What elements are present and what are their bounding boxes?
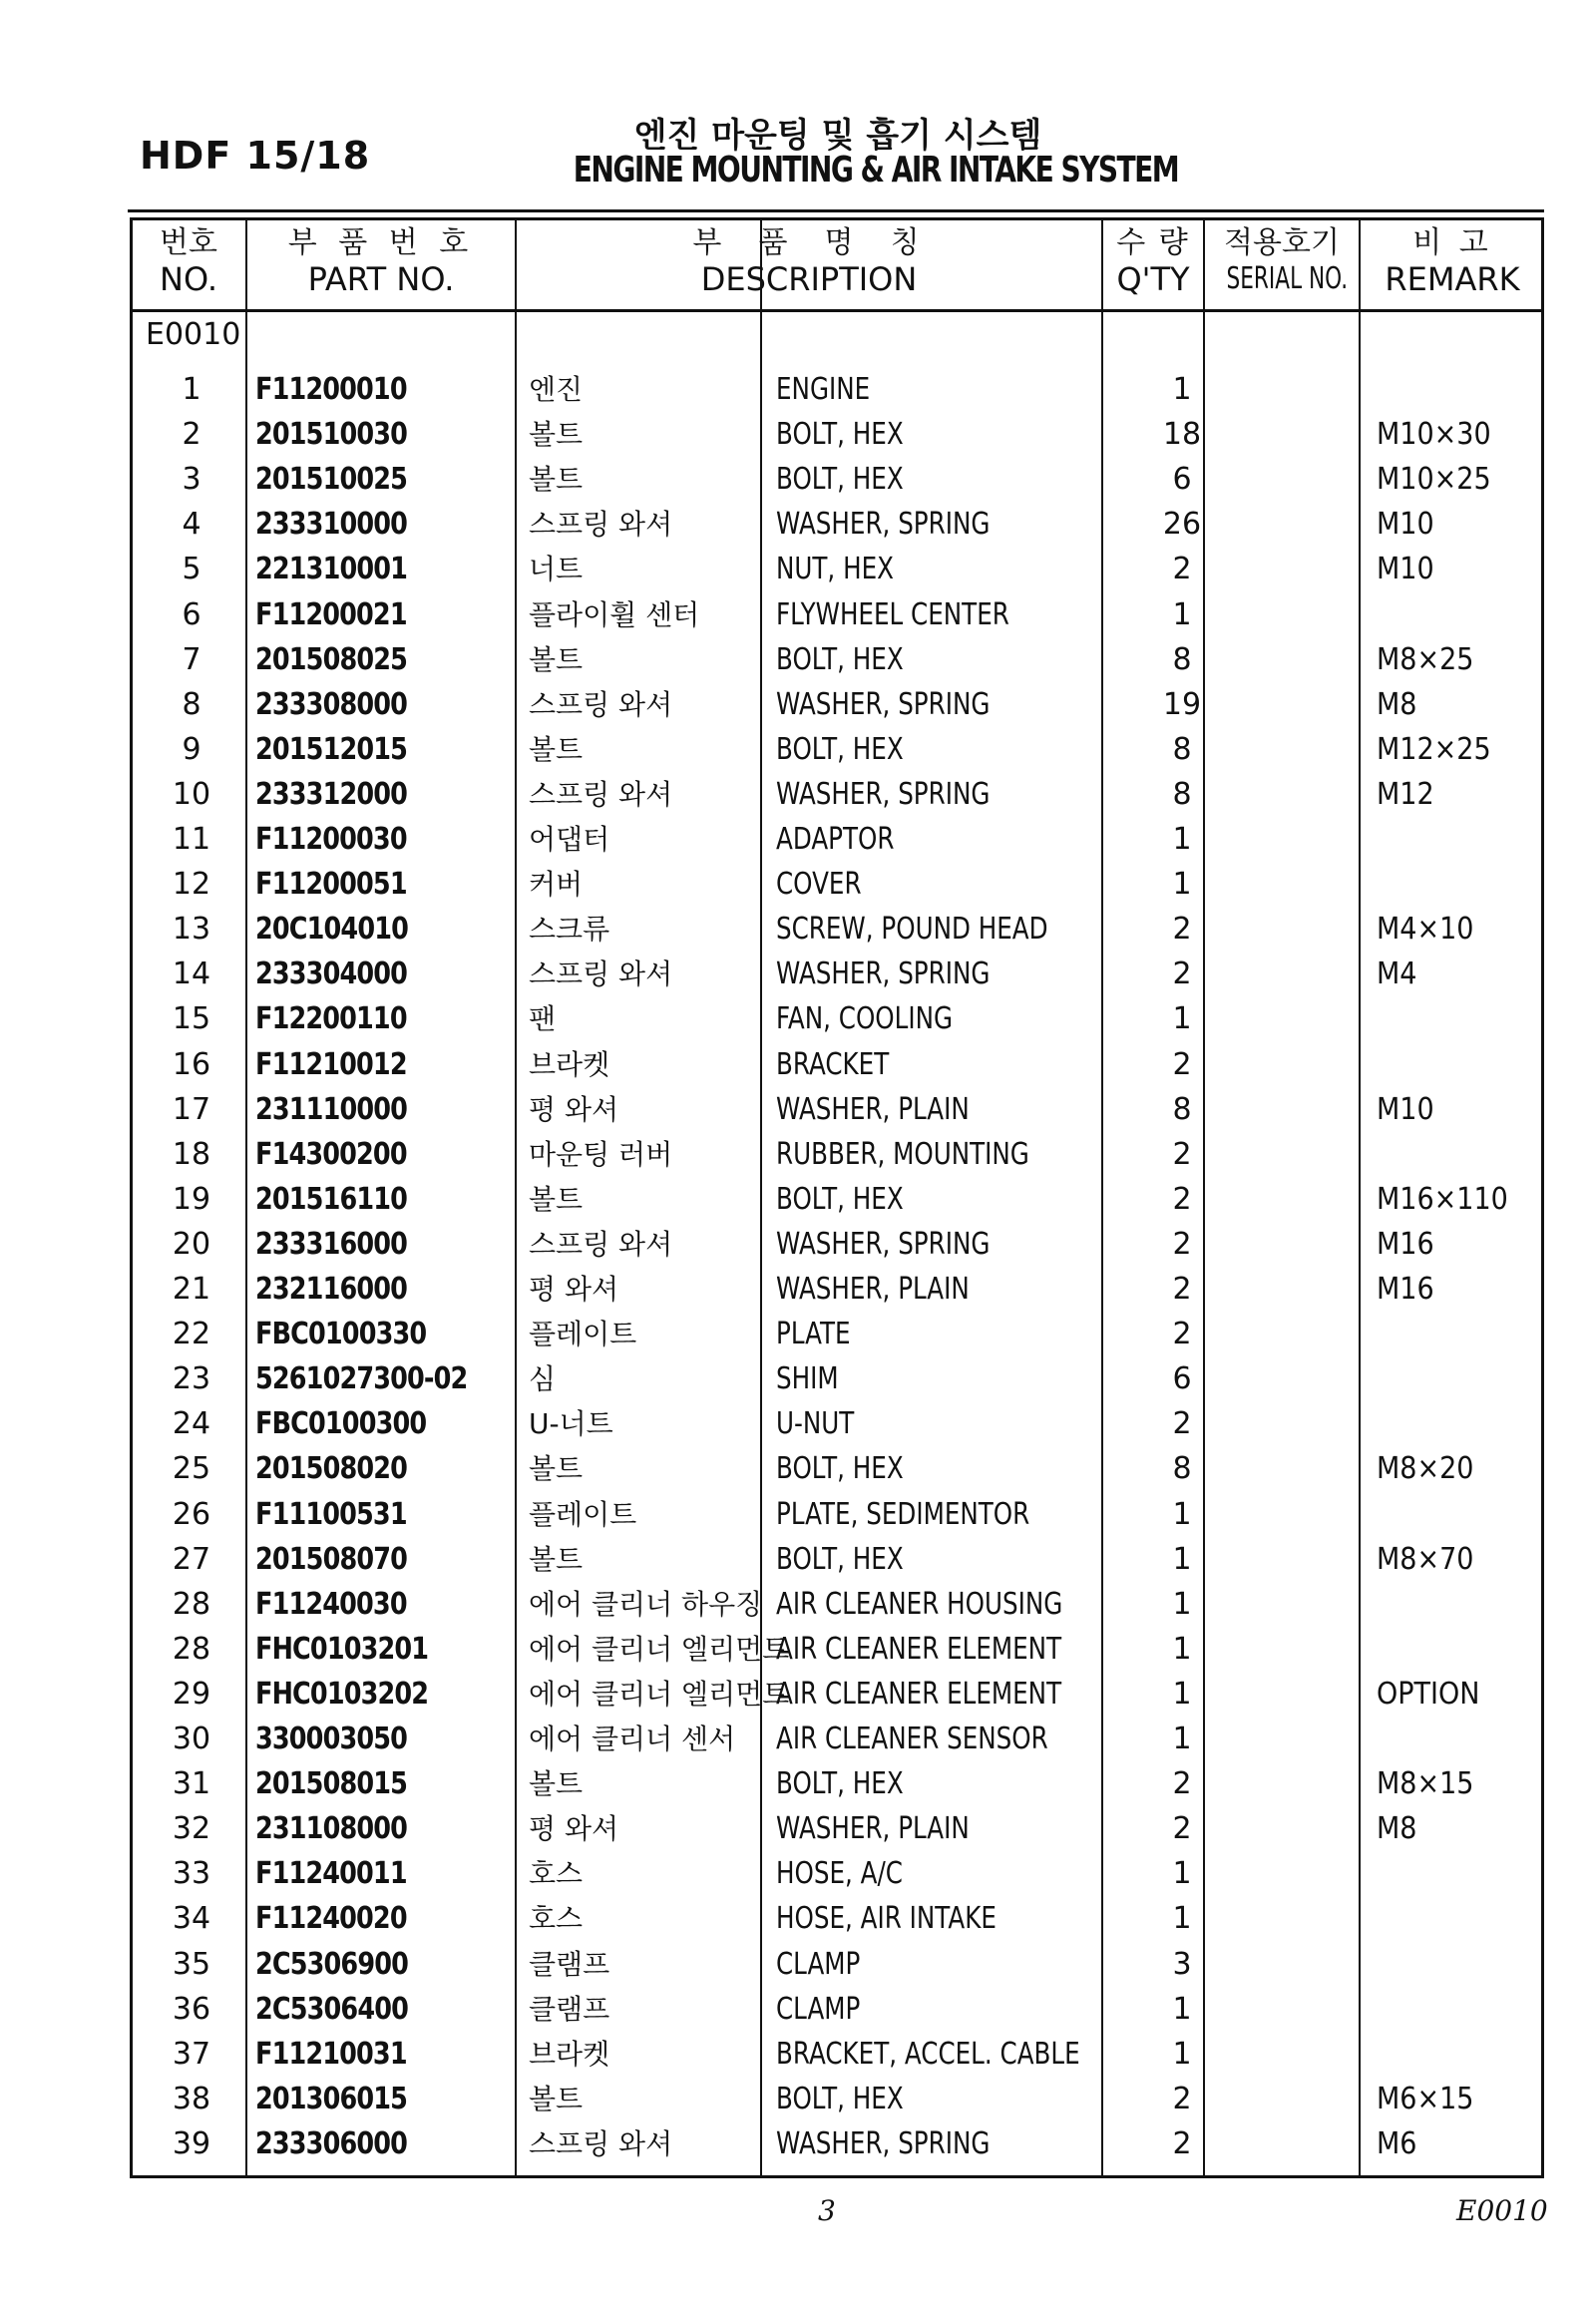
page-title-english: ENGINE MOUNTING & AIR INTAKE SYSTEM (573, 150, 1179, 191)
row-number: 19 (172, 1182, 211, 1217)
table-row (130, 1446, 1544, 1491)
table-row (130, 1087, 1544, 1132)
part-description: PLATE (776, 1317, 851, 1351)
part-number: FBC0100300 (255, 1406, 427, 1441)
part-quantity: 2 (1172, 912, 1192, 947)
part-remark: M10 (1377, 552, 1434, 586)
row-number: 33 (172, 1856, 211, 1891)
part-quantity: 6 (1172, 1361, 1192, 1396)
table-row (130, 502, 1544, 547)
table-row (130, 1806, 1544, 1851)
part-quantity: 2 (1172, 957, 1192, 991)
column-header-qty (1103, 219, 1203, 309)
part-remark: M10 (1377, 507, 1434, 542)
part-name-korean: 에어 클리너 센서 (529, 1723, 736, 1755)
row-number: 7 (182, 642, 201, 677)
part-name-korean: 팬 (529, 1002, 557, 1035)
part-name-korean: 플레이트 (529, 1318, 637, 1350)
part-description: HOSE, AIR INTAKE (776, 1901, 997, 1936)
part-quantity: 2 (1172, 1137, 1192, 1172)
part-name-korean: 커버 (529, 868, 584, 901)
part-description: WASHER, PLAIN (776, 1092, 970, 1127)
part-quantity: 1 (1172, 1856, 1192, 1891)
row-number: 5 (182, 552, 201, 586)
part-quantity: 2 (1172, 1182, 1192, 1217)
page-title-korean: 엔진 마운팅 및 흡기 시스템 (633, 116, 1042, 156)
part-name-korean: 스크류 (529, 913, 610, 946)
part-description: HOSE, A/C (776, 1856, 903, 1891)
part-quantity: 2 (1172, 2082, 1192, 2116)
part-name-korean: 평 와셔 (529, 1273, 619, 1306)
part-description: SHIM (776, 1361, 839, 1396)
part-number: F11200051 (255, 867, 407, 902)
part-description: BOLT, HEX (776, 1182, 904, 1217)
part-quantity: 8 (1172, 642, 1192, 677)
part-description: U-NUT (776, 1406, 855, 1441)
part-description: AIR CLEANER HOUSING (776, 1587, 1063, 1622)
part-quantity: 3 (1172, 1947, 1192, 1982)
part-name-korean: 에어 클리너 엘리먼트 (529, 1633, 790, 1666)
part-number: 2C5306400 (255, 1992, 409, 2027)
part-number: F11200010 (255, 372, 407, 407)
part-number: 201508025 (255, 642, 408, 677)
row-number: 14 (172, 957, 211, 991)
row-number: 29 (172, 1677, 211, 1712)
part-name-korean: 심 (529, 1362, 557, 1395)
model-name: HDF 15/18 (140, 134, 371, 178)
part-remark: M8×20 (1377, 1451, 1474, 1486)
part-description: ENGINE (776, 372, 871, 407)
part-name-korean: 볼트 (529, 1452, 584, 1485)
part-quantity: 8 (1172, 1451, 1192, 1486)
page-number: 3 (818, 2194, 836, 2227)
part-number: 5261027300-02 (255, 1361, 468, 1396)
part-remark: M10 (1377, 1092, 1434, 1127)
part-description: WASHER, PLAIN (776, 1811, 970, 1846)
column-header-remark-en: REMARK (1385, 260, 1520, 298)
part-description: BOLT, HEX (776, 732, 904, 767)
part-name-korean: 볼트 (529, 1543, 584, 1576)
part-remark: OPTION (1377, 1677, 1480, 1712)
table-row (130, 2077, 1544, 2121)
part-quantity: 1 (1172, 1901, 1192, 1936)
part-number: F11100531 (255, 1497, 407, 1532)
part-number: F11210012 (255, 1047, 407, 1082)
part-name-korean: 플라이휠 센터 (529, 598, 700, 631)
row-number: 22 (172, 1317, 211, 1351)
part-description: RUBBER, MOUNTING (776, 1137, 1029, 1172)
row-number: 2 (182, 417, 201, 452)
table-row (130, 1177, 1544, 1222)
part-description: BOLT, HEX (776, 2082, 904, 2116)
part-name-korean: 볼트 (529, 733, 584, 766)
column-header-qty-en: Q'TY (1116, 260, 1190, 298)
part-number: 201512015 (255, 732, 408, 767)
part-description: BOLT, HEX (776, 417, 904, 452)
row-number: 21 (172, 1272, 211, 1307)
header-row-divider (130, 309, 1544, 312)
column-header-description-kr: 부 품 명 칭 (692, 225, 926, 260)
part-number: F12200110 (255, 1001, 407, 1036)
part-quantity: 2 (1172, 1272, 1192, 1307)
part-name-korean: 스프링 와셔 (529, 2127, 673, 2160)
part-quantity: 2 (1172, 1317, 1192, 1351)
table-row (130, 682, 1544, 727)
part-description: SCREW, POUND HEAD (776, 912, 1048, 947)
part-number: F11240011 (255, 1856, 407, 1891)
table-row (130, 1042, 1544, 1087)
table-row (130, 1132, 1544, 1177)
part-remark: M16 (1377, 1227, 1434, 1262)
part-name-korean: 플레이트 (529, 1498, 637, 1531)
part-number: 201510025 (255, 462, 408, 497)
part-quantity: 19 (1162, 687, 1202, 722)
part-name-korean: 볼트 (529, 463, 584, 496)
part-name-korean: 브라켓 (529, 2038, 610, 2071)
row-number: 35 (172, 1947, 211, 1982)
table-row (130, 862, 1544, 907)
part-remark: M6 (1377, 2126, 1417, 2161)
part-number: 201510030 (255, 417, 408, 452)
part-name-korean: 에어 클리너 하우징 (529, 1588, 763, 1621)
part-description: AIR CLEANER ELEMENT (776, 1632, 1062, 1667)
part-description: AIR CLEANER ELEMENT (776, 1677, 1062, 1712)
part-number: F11240020 (255, 1901, 407, 1936)
table-row (130, 1356, 1544, 1401)
row-number: 38 (172, 2082, 211, 2116)
part-quantity: 1 (1172, 1542, 1192, 1577)
part-description: FAN, COOLING (776, 1001, 954, 1036)
part-name-korean: 스프링 와셔 (529, 508, 673, 541)
part-name-korean: 마운팅 러버 (529, 1138, 673, 1171)
part-name-korean: 평 와셔 (529, 1093, 619, 1126)
table-row (130, 1267, 1544, 1312)
row-number: 32 (172, 1811, 211, 1846)
column-header-part-en: PART NO. (307, 260, 455, 298)
part-quantity: 1 (1172, 1632, 1192, 1667)
part-name-korean: 볼트 (529, 643, 584, 676)
row-number: 18 (172, 1137, 211, 1172)
part-name-korean: 브라켓 (529, 1048, 610, 1081)
part-number: 201516110 (255, 1182, 408, 1217)
table-row (130, 547, 1544, 591)
part-name-korean: 스프링 와셔 (529, 1228, 673, 1261)
part-remark: M4×10 (1377, 912, 1474, 947)
table-row (130, 412, 1544, 457)
table-row (130, 1987, 1544, 2032)
part-name-korean: 엔진 (529, 373, 584, 406)
part-number: 201508020 (255, 1451, 408, 1486)
part-quantity: 1 (1172, 2037, 1192, 2072)
part-description: BOLT, HEX (776, 1542, 904, 1577)
part-remark: M10×30 (1377, 417, 1491, 452)
part-quantity: 1 (1172, 1587, 1192, 1622)
row-number: 37 (172, 2037, 211, 2072)
part-description: NUT, HEX (776, 552, 894, 586)
part-name-korean: 너트 (529, 553, 584, 585)
part-number: FHC0103202 (255, 1677, 429, 1712)
part-name-korean: 어댑터 (529, 823, 610, 856)
part-name-korean: 스프링 와셔 (529, 778, 673, 811)
row-number: 36 (172, 1992, 211, 2027)
part-remark: M10×25 (1377, 462, 1491, 497)
part-remark: M16 (1377, 1272, 1434, 1307)
row-number: 12 (172, 867, 211, 902)
table-row (130, 727, 1544, 772)
part-quantity: 8 (1172, 777, 1192, 812)
column-header-description (517, 219, 1101, 309)
table-row (130, 1717, 1544, 1761)
part-name-korean: 호스 (529, 1857, 584, 1890)
part-quantity: 6 (1172, 462, 1192, 497)
part-number: 221310001 (255, 552, 408, 586)
part-name-korean: 클램프 (529, 1948, 610, 1981)
part-quantity: 1 (1172, 1001, 1192, 1036)
table-row (130, 1537, 1544, 1582)
part-number: F11210031 (255, 2037, 407, 2072)
part-description: COVER (776, 867, 862, 902)
part-description: WASHER, SPRING (776, 687, 991, 722)
table-row (130, 1627, 1544, 1672)
part-description: BOLT, HEX (776, 462, 904, 497)
part-number: 330003050 (255, 1722, 408, 1756)
part-remark: M8×15 (1377, 1766, 1474, 1801)
table-row (130, 637, 1544, 682)
part-name-korean: 스프링 와셔 (529, 958, 673, 990)
part-name-korean: 에어 클리너 엘리먼트 (529, 1678, 790, 1711)
part-quantity: 18 (1162, 417, 1202, 452)
part-quantity: 2 (1172, 552, 1192, 586)
part-remark: M6×15 (1377, 2082, 1474, 2116)
part-quantity: 1 (1172, 1497, 1192, 1532)
part-remark: M8 (1377, 687, 1417, 722)
part-description: FLYWHEEL CENTER (776, 597, 1009, 632)
part-number: 233310000 (255, 507, 408, 542)
row-number: 11 (172, 822, 211, 857)
column-header-serial-kr: 적용호기 (1224, 225, 1340, 260)
part-quantity: 1 (1172, 822, 1192, 857)
row-number: 15 (172, 1001, 211, 1036)
table-row (130, 1222, 1544, 1267)
row-number: 13 (172, 912, 211, 947)
row-number: 24 (172, 1406, 211, 1441)
column-header-description-en: DESCRIPTION (700, 260, 918, 298)
part-name-korean: 호스 (529, 1902, 584, 1935)
column-header-no-en: NO. (160, 260, 217, 298)
part-name-korean: U-너트 (529, 1407, 613, 1440)
table-row (130, 1582, 1544, 1627)
column-header-remark-kr: 비 고 (1412, 225, 1492, 260)
part-number: FHC0103201 (255, 1632, 429, 1667)
part-quantity: 2 (1172, 1227, 1192, 1262)
table-row (130, 457, 1544, 502)
part-number: 233304000 (255, 957, 408, 991)
part-description: BRACKET (776, 1047, 890, 1082)
footer-code: E0010 (1456, 2194, 1548, 2227)
part-description: WASHER, SPRING (776, 2126, 991, 2161)
part-number: 233306000 (255, 2126, 408, 2161)
part-remark: M8×70 (1377, 1542, 1474, 1577)
part-remark: M8 (1377, 1811, 1417, 1846)
part-number: 201508070 (255, 1542, 408, 1577)
column-header-serial (1205, 219, 1359, 309)
part-remark: M16×110 (1377, 1182, 1508, 1217)
part-description: WASHER, SPRING (776, 957, 991, 991)
part-name-korean: 볼트 (529, 1183, 584, 1216)
part-number: FBC0100330 (255, 1317, 427, 1351)
part-number: F11200021 (255, 597, 407, 632)
part-number: 2C5306900 (255, 1947, 409, 1982)
part-number: F11200030 (255, 822, 407, 857)
part-number: 232116000 (255, 1272, 408, 1307)
table-row (130, 1312, 1544, 1356)
part-quantity: 2 (1172, 1406, 1192, 1441)
part-number: 233316000 (255, 1227, 408, 1262)
row-number: 28 (172, 1587, 211, 1622)
part-number: 20C104010 (255, 912, 409, 947)
row-number: 25 (172, 1451, 211, 1486)
part-description: CLAMP (776, 1992, 861, 2027)
column-header-part (247, 219, 515, 309)
table-row (130, 907, 1544, 952)
part-number: 233312000 (255, 777, 408, 812)
part-description: BOLT, HEX (776, 642, 904, 677)
row-number: 9 (182, 732, 201, 767)
part-number: F14300200 (255, 1137, 407, 1172)
part-number: 231110000 (255, 1092, 408, 1127)
table-row (130, 2121, 1544, 2166)
column-header-no-kr: 번호 (160, 225, 217, 260)
part-description: BOLT, HEX (776, 1451, 904, 1486)
column-header-serial-en: SERIAL NO. (1226, 261, 1349, 296)
row-number: 26 (172, 1497, 211, 1532)
header-rule (128, 209, 1544, 212)
part-description: WASHER, PLAIN (776, 1272, 970, 1307)
row-number: 34 (172, 1901, 211, 1936)
part-remark: M12 (1377, 777, 1434, 812)
part-number: 233308000 (255, 687, 408, 722)
part-quantity: 2 (1172, 2126, 1192, 2161)
table-row (130, 2032, 1544, 2077)
part-quantity: 2 (1172, 1811, 1192, 1846)
row-number: 3 (182, 462, 201, 497)
part-quantity: 8 (1172, 1092, 1192, 1127)
part-name-korean: 볼트 (529, 2083, 584, 2115)
row-number: 27 (172, 1542, 211, 1577)
part-quantity: 1 (1172, 1722, 1192, 1756)
table-row (130, 1896, 1544, 1941)
table-row (130, 996, 1544, 1041)
part-name-korean: 볼트 (529, 418, 584, 451)
row-number: 17 (172, 1092, 211, 1127)
part-description: BRACKET, ACCEL. CABLE (776, 2037, 1080, 2072)
column-header-remark (1361, 219, 1544, 309)
part-quantity: 1 (1172, 1677, 1192, 1712)
part-description: WASHER, SPRING (776, 777, 991, 812)
table-row (130, 1672, 1544, 1717)
row-number: 6 (182, 597, 201, 632)
row-number: 8 (182, 687, 201, 722)
part-remark: M8×25 (1377, 642, 1474, 677)
row-number: 31 (172, 1766, 211, 1801)
part-name-korean: 볼트 (529, 1767, 584, 1800)
part-description: WASHER, SPRING (776, 1227, 991, 1262)
part-remark: M12×25 (1377, 732, 1491, 767)
row-number: 4 (182, 507, 201, 542)
table-row (130, 772, 1544, 817)
table-row (130, 952, 1544, 996)
table-row (130, 1761, 1544, 1806)
row-number: 30 (172, 1722, 211, 1756)
part-remark: M4 (1377, 957, 1417, 991)
part-description: AIR CLEANER SENSOR (776, 1722, 1048, 1756)
part-number: F11240030 (255, 1587, 407, 1622)
column-header-qty-kr: 수 량 (1116, 225, 1190, 260)
row-number: 23 (172, 1361, 211, 1396)
part-description: BOLT, HEX (776, 1766, 904, 1801)
column-header-no (132, 219, 245, 309)
part-number: 231108000 (255, 1811, 408, 1846)
part-quantity: 1 (1172, 597, 1192, 632)
row-number: 28 (172, 1632, 211, 1667)
part-quantity: 2 (1172, 1047, 1192, 1082)
row-number: 39 (172, 2126, 211, 2161)
part-quantity: 8 (1172, 732, 1192, 767)
column-header-part-kr: 부 품 번 호 (287, 225, 475, 260)
part-quantity: 2 (1172, 1766, 1192, 1801)
row-number: 10 (172, 777, 211, 812)
part-name-korean: 스프링 와셔 (529, 688, 673, 721)
part-description: WASHER, SPRING (776, 507, 991, 542)
table-row (130, 1401, 1544, 1446)
table-row (130, 817, 1544, 862)
table-row (130, 1851, 1544, 1896)
part-name-korean: 평 와셔 (529, 1812, 619, 1845)
part-quantity: 26 (1162, 507, 1202, 542)
part-name-korean: 클램프 (529, 1993, 610, 2026)
part-description: CLAMP (776, 1947, 861, 1982)
part-number: 201306015 (255, 2082, 408, 2116)
part-description: PLATE, SEDIMENTOR (776, 1497, 1030, 1532)
group-code: E0010 (146, 317, 241, 352)
table-row (130, 1492, 1544, 1537)
table-row (130, 1942, 1544, 1987)
part-number: 201508015 (255, 1766, 408, 1801)
part-quantity: 1 (1172, 372, 1192, 407)
row-number: 20 (172, 1227, 211, 1262)
row-number: 16 (172, 1047, 211, 1082)
part-quantity: 1 (1172, 867, 1192, 902)
part-description: ADAPTOR (776, 822, 895, 857)
part-quantity: 1 (1172, 1992, 1192, 2027)
table-row (130, 367, 1544, 412)
row-number: 1 (182, 372, 201, 407)
table-row (130, 592, 1544, 637)
